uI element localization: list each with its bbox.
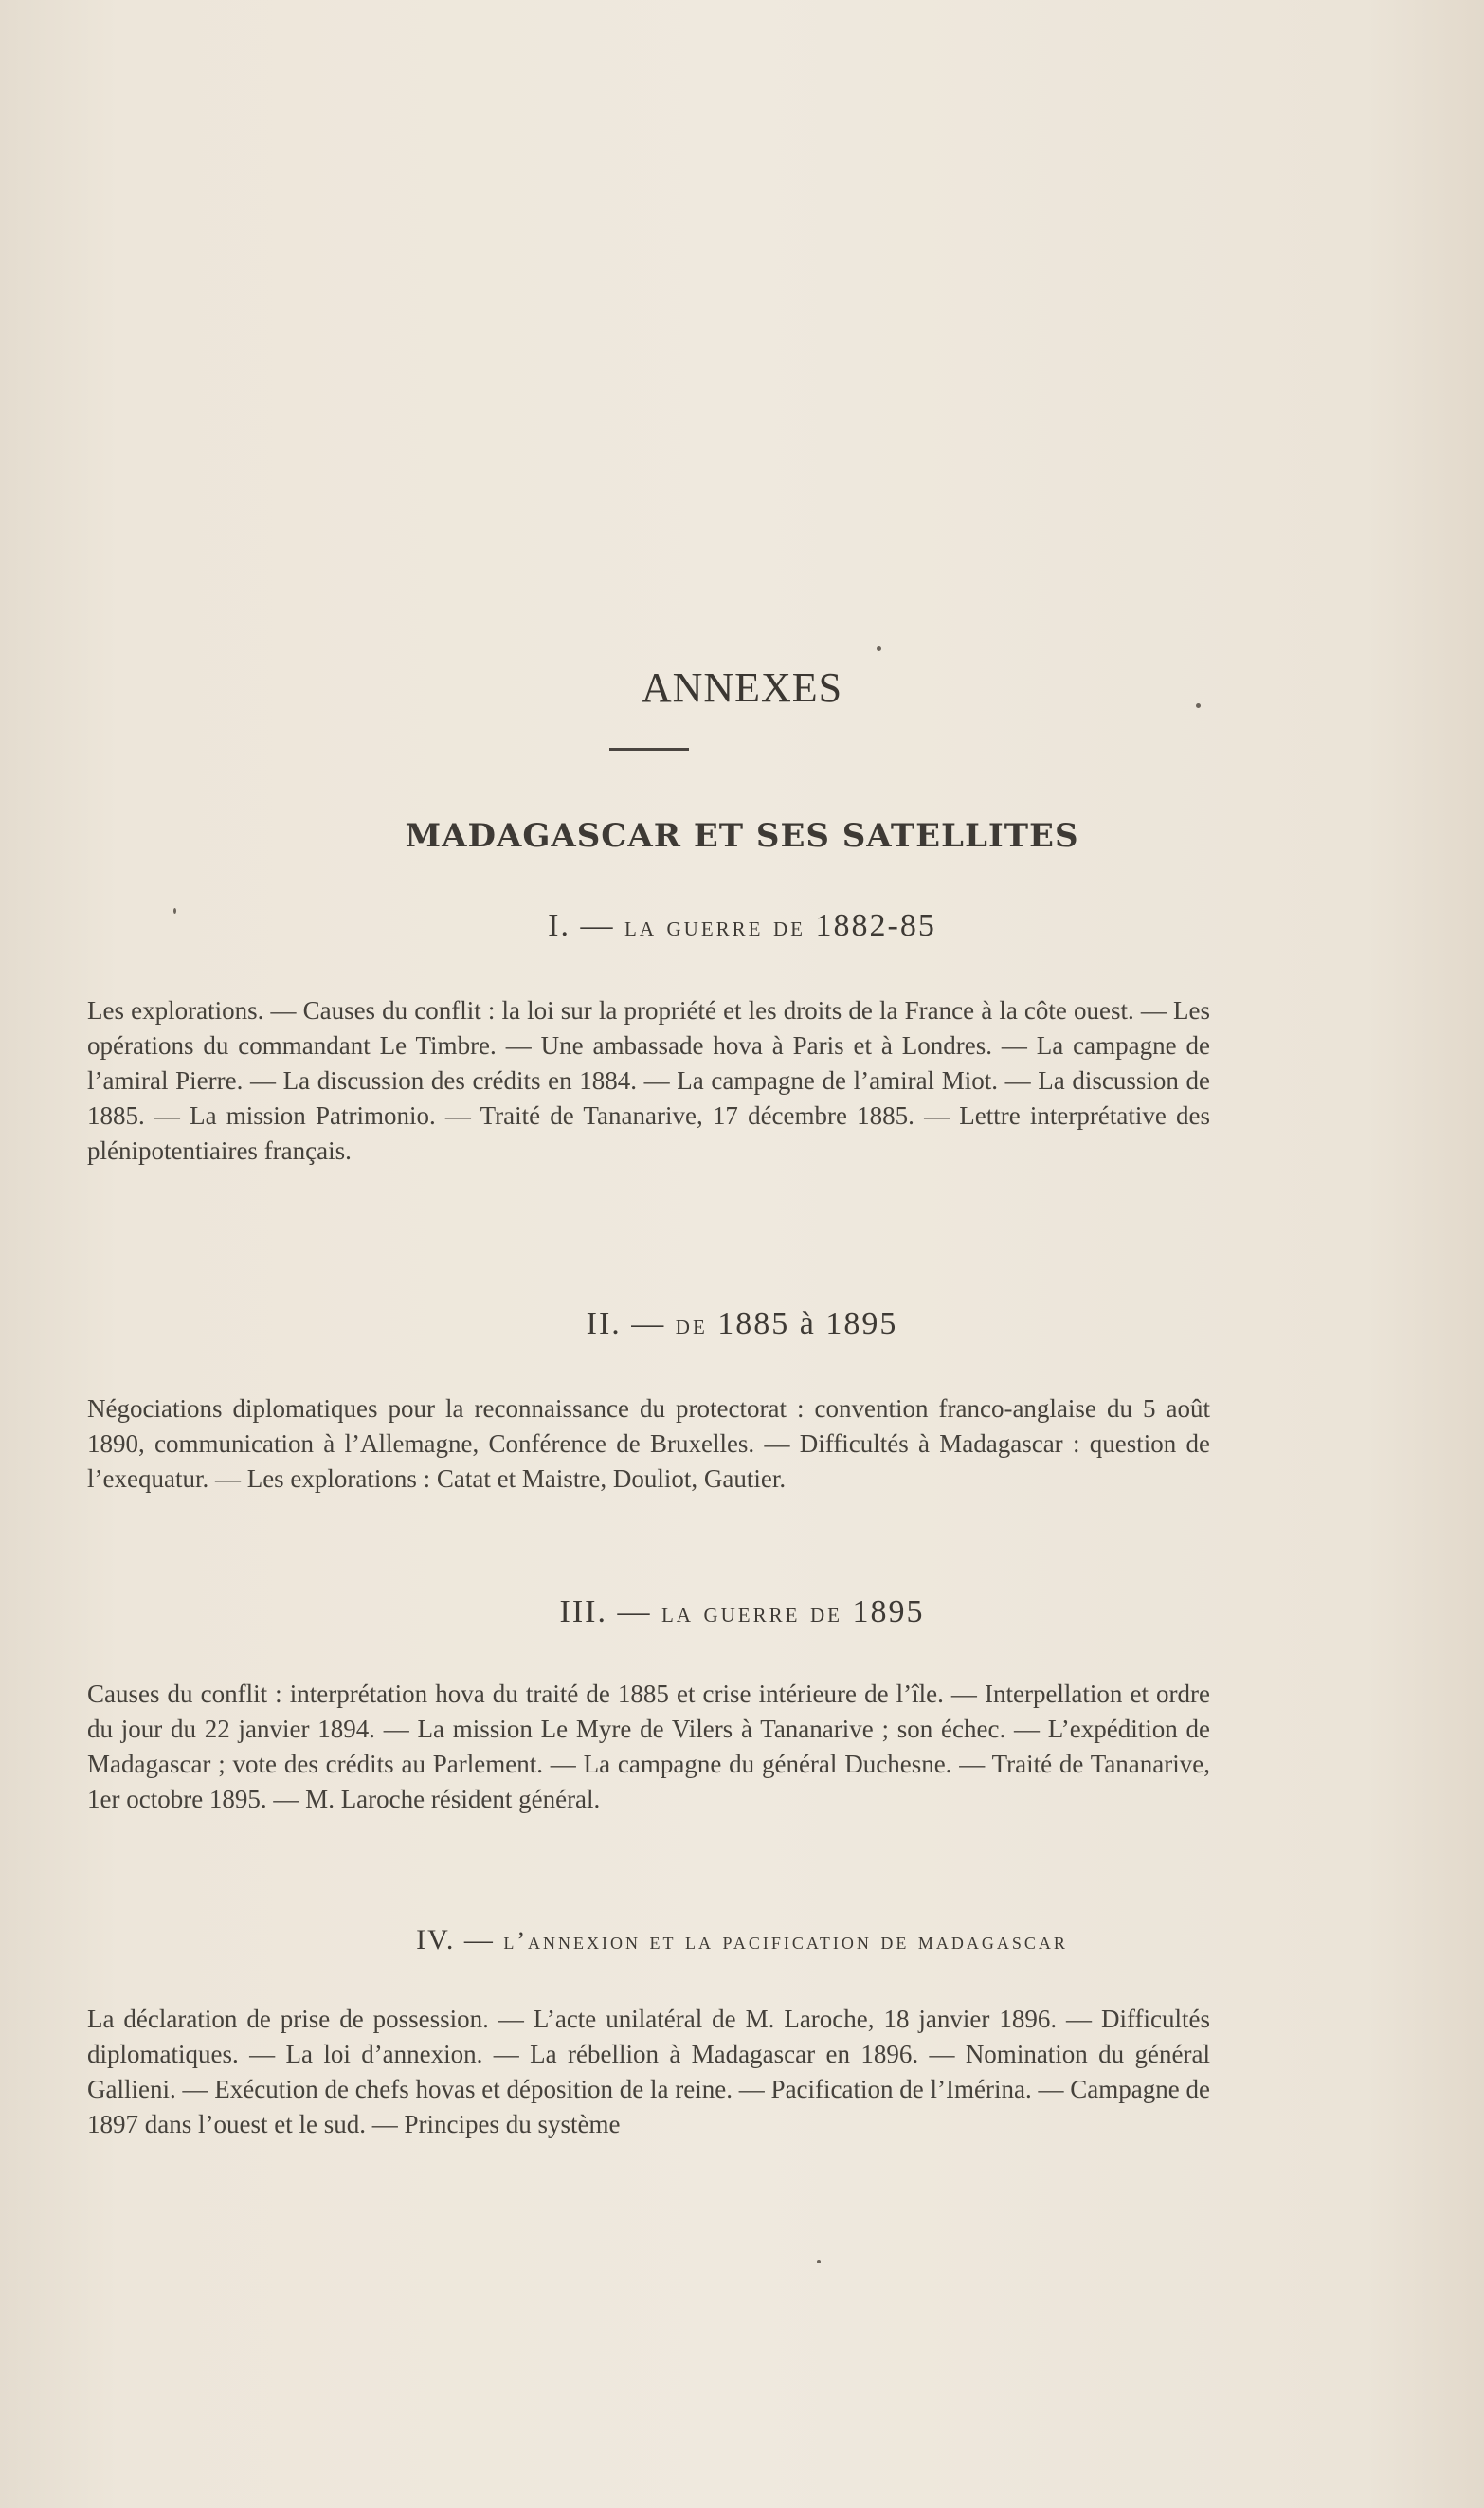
section-heading-3 bbox=[0, 1594, 1484, 1630]
section-heading-1 bbox=[0, 908, 1484, 944]
main-heading: MADAGASCAR ET SES SATELLITES bbox=[405, 817, 1079, 855]
section-heading-text: l’annexion et la pacification de madagascar bbox=[503, 1927, 1068, 1954]
section-dates: 1895 bbox=[852, 1594, 925, 1629]
section-dates: 1885 à 1895 bbox=[717, 1306, 898, 1341]
section-numeral: III. — bbox=[559, 1594, 652, 1629]
section-paragraph-2: Négociations diplomatiques pour la reconnaissance du protectorat : convention franco-anglaise du 5 août 1890, communication à l’Allemagne, Conférence de Bruxelles. — Difficultés à Madagascar : question de l’exequatur. — Les explorations : Catat et Maistre, Douliot, Gautier. bbox=[87, 1394, 1210, 1493]
section-numeral: II. — bbox=[586, 1306, 666, 1341]
section-heading-4 bbox=[0, 1924, 1484, 1956]
page-title: ANNEXES bbox=[641, 664, 843, 711]
section-paragraph-1: Les explorations. — Causes du conflit : la loi sur la propriété et les droits de la France à la côte ouest. — Les opérations du commandant Le Timbre. — Une ambassade hova à Paris et à Londres. — La campagne de l’amiral Pierre. — La discussion des crédits en 1884. — La campagne de l’amiral Miot. — La discussion de 1885. — La mission Patrimonio. — Traité de Tananarive, 17 décembre 1885. — Lettre interprétative des plénipotentiaires français. bbox=[87, 996, 1210, 1165]
section-paragraph-4: La déclaration de prise de possession. — L’acte unilatéral de M. Laroche, 18 janvier 1896. — Difficultés diplomatiques. — La loi d’annexion. — La rébellion à Madagascar en 1896. — Nomination du général Gallieni. — Exécution de chefs hovas et déposition de la reine. — Pacification de l’Imérina. — Campagne de 1897 dans l’ouest et le sud. — Principes du système bbox=[87, 2005, 1210, 2138]
paper-speck bbox=[817, 2260, 821, 2263]
paper-speck bbox=[877, 646, 881, 651]
section-heading-text: la guerre de bbox=[661, 1597, 842, 1628]
title-rule bbox=[609, 748, 689, 751]
section-heading-text: de bbox=[675, 1309, 708, 1340]
paper-speck bbox=[1196, 703, 1201, 708]
section-numeral: IV. — bbox=[416, 1924, 495, 1955]
section-heading-2 bbox=[0, 1306, 1484, 1342]
section-dates: 1882-85 bbox=[815, 908, 936, 943]
section-heading-text: la guerre de bbox=[624, 911, 805, 942]
section-numeral: I. — bbox=[548, 908, 615, 943]
section-paragraph-3: Causes du conflit : interprétation hova du traité de 1885 et crise intérieure de l’île. — Interpellation et ordre du jour du 22 janvier 1894. — La mission Le Myre de Vilers à Tananarive ; son échec. — L’expédition de Madagascar ; vote des crédits au Parlement. — La campagne du général Duchesne. — Traité de Tananarive, 1er octobre 1895. — M. Laroche résident général. bbox=[87, 1680, 1210, 1813]
paper-speck bbox=[173, 908, 176, 914]
